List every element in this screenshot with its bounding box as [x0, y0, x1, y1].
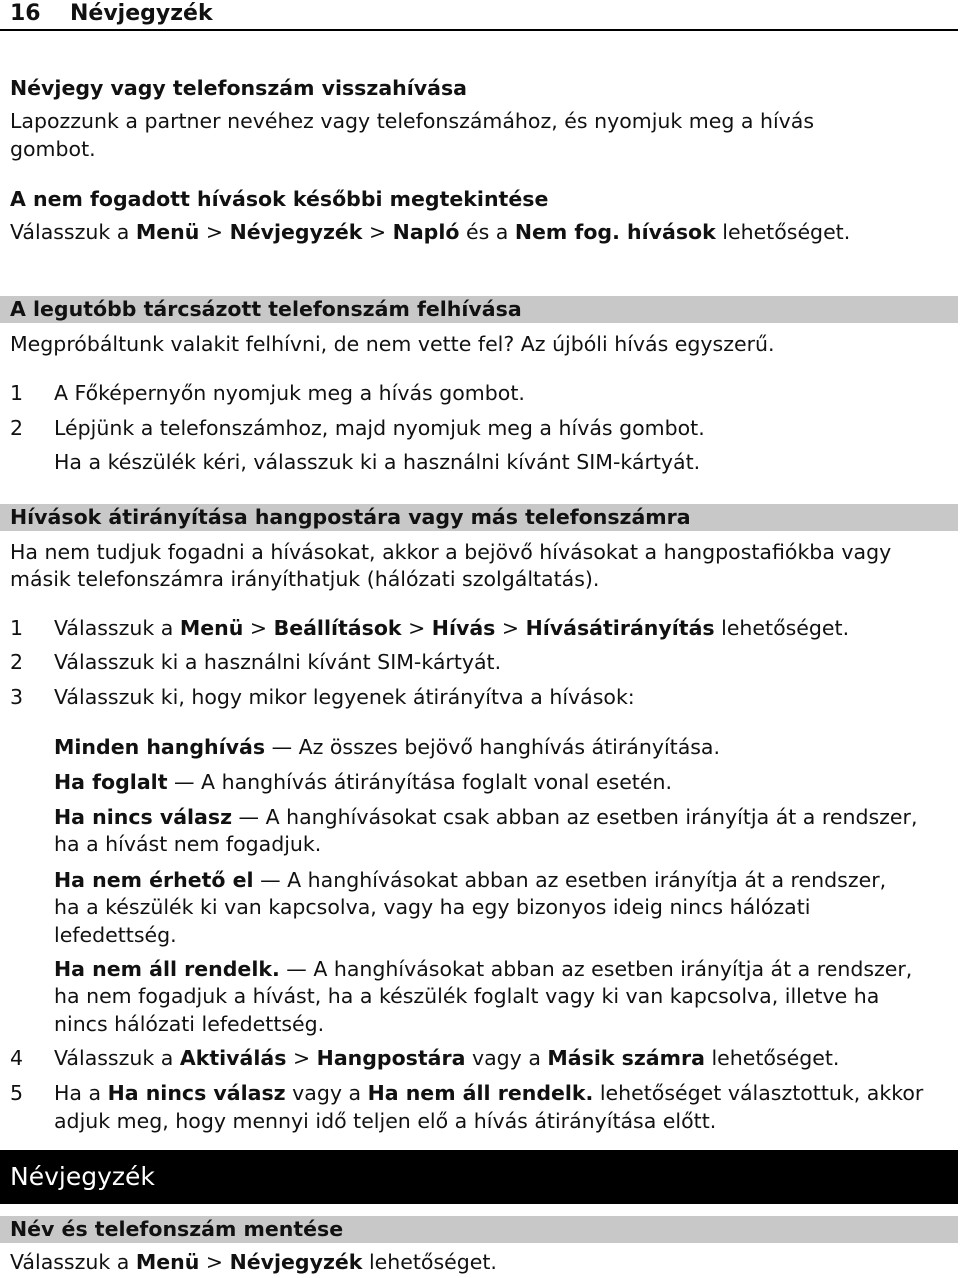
- section-heading-redial: A legutóbb tárcsázott telefonszám felhívása: [10, 297, 522, 321]
- section-heading-missed-calls: A nem fogadott hívások későbbi megtekintése: [10, 187, 549, 211]
- chapter-title: Névjegyzék: [10, 1162, 155, 1191]
- text: Válasszuk a: [10, 220, 136, 244]
- step-number: 3: [10, 685, 24, 709]
- menu-path-item: Ha nem áll rendelk.: [367, 1081, 594, 1105]
- step-text: A Főképernyőn nyomjuk meg a hívás gombot.: [54, 381, 525, 405]
- section-heading-call-divert: Hívások átirányítása hangpostára vagy más telefonszámra: [10, 505, 691, 529]
- menu-path-item: Menü: [135, 1250, 200, 1274]
- option-desc-line: ha a készülék ki van kapcsolva, vagy ha egy bizonyos ideig nincs hálózati: [54, 895, 811, 919]
- option-item: [54, 955, 912, 983]
- text: vagy a: [285, 1081, 368, 1105]
- menu-path-item: Aktiválás: [179, 1046, 287, 1070]
- option-desc: — Az összes bejövő hanghívás átirányítása.: [265, 735, 721, 759]
- menu-path-item: Ha nincs válasz: [107, 1081, 286, 1105]
- option-name: Ha foglalt: [54, 770, 168, 794]
- text: és a: [459, 220, 515, 244]
- paragraph-line: [10, 1248, 497, 1276]
- section-bar: [0, 296, 958, 323]
- step-text: Válasszuk ki, hogy mikor legyenek átirányítva a hívások:: [54, 685, 635, 709]
- step-number: 1: [10, 616, 24, 640]
- paragraph-line: [10, 218, 850, 246]
- step-number: 5: [10, 1081, 24, 1105]
- text: lehetőséget.: [715, 220, 851, 244]
- option-desc-line: ha nem fogadjuk a hívást, ha a készülék foglalt vagy ki van kapcsolva, illetve ha: [54, 984, 880, 1008]
- option-name: Ha nincs válasz: [54, 805, 233, 829]
- option-desc: — A hanghívás átirányítása foglalt vonal esetén.: [167, 770, 672, 794]
- paragraph-line: másik telefonszámra irányíthatjuk (hálózati szolgáltatás).: [10, 567, 600, 591]
- text: Ha a: [54, 1081, 108, 1105]
- step-number: 2: [10, 650, 24, 674]
- paragraph-line: gombot.: [10, 137, 96, 161]
- text: Válasszuk a: [54, 1046, 180, 1070]
- option-name: Ha nem áll rendelk.: [54, 957, 280, 981]
- menu-path-item: Névjegyzék: [229, 220, 363, 244]
- option-name: Minden hanghívás: [54, 735, 266, 759]
- text: >: [199, 1250, 230, 1274]
- text: >: [401, 616, 432, 640]
- paragraph-line: Lapozzunk a partner nevéhez vagy telefonszámához, és nyomjuk meg a hívás: [10, 109, 815, 133]
- option-desc: — A hanghívásokat csak abban az esetben irányítja át a rendszer,: [232, 805, 918, 829]
- step-number: 1: [10, 381, 24, 405]
- menu-path-item: Napló: [392, 220, 460, 244]
- menu-path-item: Névjegyzék: [229, 1250, 363, 1274]
- text: Válasszuk a: [54, 616, 180, 640]
- menu-path-item: Hívás: [431, 616, 496, 640]
- menu-path-item: Hívásátirányítás: [525, 616, 715, 640]
- page-header: [0, 0, 958, 31]
- section-heading-save-contact: Név és telefonszám mentése: [10, 1217, 344, 1241]
- option-item: [54, 768, 672, 796]
- section-bar: [0, 1216, 958, 1243]
- text: >: [286, 1046, 317, 1070]
- text: >: [495, 616, 526, 640]
- menu-path-item: Menü: [135, 220, 200, 244]
- text: Válasszuk a: [10, 1250, 136, 1274]
- step-text: Válasszuk ki a használni kívánt SIM-kártyát.: [54, 650, 502, 674]
- step-text-line: adjuk meg, hogy mennyi idő teljen elő a hívás átirányítása előtt.: [54, 1109, 717, 1133]
- option-name: Ha nem érhető el: [54, 868, 254, 892]
- chapter-bar: [0, 1150, 958, 1204]
- text: >: [243, 616, 274, 640]
- paragraph-line: Megpróbáltunk valakit felhívni, de nem vette fel? Az újbóli hívás egyszerű.: [10, 332, 775, 356]
- option-item: [54, 803, 917, 831]
- section-bar: [0, 504, 958, 531]
- text: >: [199, 220, 230, 244]
- step-text: [54, 614, 849, 642]
- step-text: Lépjünk a telefonszámhoz, majd nyomjuk meg a hívás gombot.: [54, 416, 705, 440]
- option-item: [54, 866, 886, 894]
- paragraph-line: Ha nem tudjuk fogadni a hívásokat, akkor a bejövő hívásokat a hangpostafiókba vagy: [10, 540, 892, 564]
- text: lehetőséget.: [362, 1250, 497, 1274]
- option-desc: — A hanghívásokat abban az esetben irányítja át a rendszer,: [253, 868, 887, 892]
- menu-path-item: Hangpostára: [316, 1046, 466, 1070]
- option-item: [54, 733, 720, 761]
- step-text: Ha a készülék kéri, válasszuk ki a használni kívánt SIM-kártyát.: [54, 450, 701, 474]
- text: lehetőséget választottuk, akkor: [593, 1081, 924, 1105]
- step-text: [54, 1044, 839, 1072]
- option-desc-line: lefedettség.: [54, 923, 177, 947]
- text: lehetőséget.: [704, 1046, 840, 1070]
- menu-path-item: Nem fog. hívások: [514, 220, 716, 244]
- running-title: Névjegyzék: [70, 1, 213, 26]
- page-number: 16: [10, 1, 41, 26]
- section-heading-recall: Névjegy vagy telefonszám visszahívása: [10, 76, 468, 100]
- text: vagy a: [465, 1046, 548, 1070]
- option-desc: — A hanghívásokat abban az esetben irányítja át a rendszer,: [279, 957, 913, 981]
- menu-path-item: Másik számra: [547, 1046, 705, 1070]
- step-number: 2: [10, 416, 24, 440]
- text: >: [362, 220, 393, 244]
- menu-path-item: Menü: [179, 616, 244, 640]
- text: lehetőséget.: [714, 616, 850, 640]
- menu-path-item: Beállítások: [273, 616, 402, 640]
- option-desc-line: ha a hívást nem fogadjuk.: [54, 832, 322, 856]
- step-text: [54, 1079, 923, 1107]
- option-desc-line: nincs hálózati lefedettség.: [54, 1012, 325, 1036]
- step-number: 4: [10, 1046, 24, 1070]
